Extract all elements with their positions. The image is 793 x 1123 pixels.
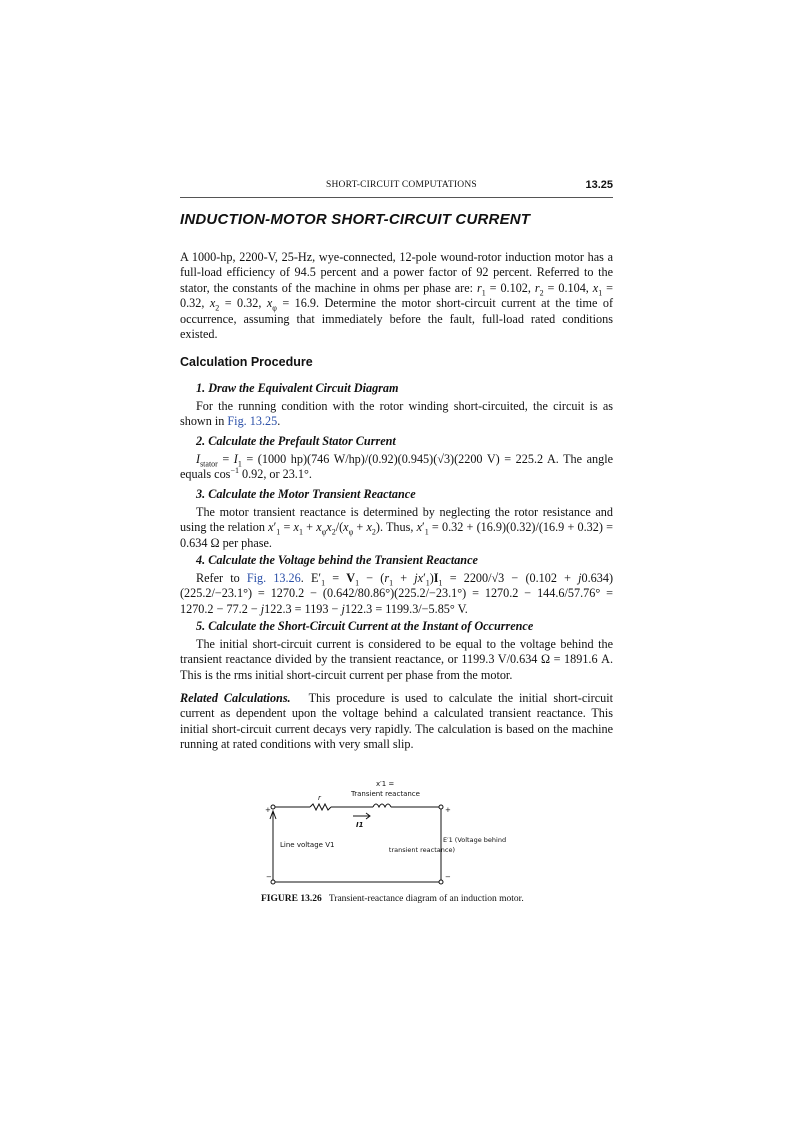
step-5-text: The initial short-circuit current is considered to be equal to the voltage behind the transient reactance divided by the transient reactance, or 1199.3 V/0.634 Ω = 1891.6 A. This is the rms initial short-circuit current per phase from the motor. (180, 637, 613, 682)
label-emf-2: transient reactance) (388, 846, 455, 854)
terminal-bottom-right (439, 880, 443, 884)
header-rule (180, 197, 613, 198)
caption-label: FIGURE 13.26 (261, 894, 322, 904)
terminal-top-right (439, 805, 443, 809)
label-minus-left: − (266, 873, 272, 881)
problem-statement: A 1000-hp, 2200-V, 25-Hz, wye-connected, 12-pole wound-rotor induction motor has a full-load efficiency of 94.5 percent and a power factor of 92 percent. Referred to the stator, the constants of the machine in ohms per phase are: $r_1 = 0.102$, $r_2 = 0.104$, $x_1 = 0.32$, $x_2 = 0.32$, $x_\varphi = 16.9$. Determine the motor short-circuit current at the time of occurrence, assuming that immediately before the fault, full-load rated conditions existed. (180, 250, 614, 342)
inductor-symbol (373, 804, 391, 807)
fig-13-26-link[interactable]: Fig. 13.26 (246, 571, 301, 585)
step-3-text: The motor transient reactance is determined by neglecting the rotor resistance and using the relation $x'_1 = x_1 + x_\varphi x_2/(x_\varphi + x_2)$. Thus, $x'_1 = 0.32 + (16.9)(0.32)/(16.9 + 0.32) = 0.634$ Ω per phase. (180, 505, 613, 550)
step-1-text: For the running condition with the rotor winding short-circuited, the circuit is as shown in Fig. 13.25. (180, 399, 613, 429)
terminal-top-left (271, 805, 275, 809)
label-emf: E′1 (Voltage behind (443, 836, 507, 844)
step-2-text: $I_{stator} = I_1 = (1000$ hp)(746 W/hp)/(0.92)(0.945)(√3)(2200 V) = 225.2 A. The angle equals $\cos^{-1} 0.92$, or 23.1°. (180, 452, 613, 482)
running-title: SHORT-CIRCUIT COMPUTATIONS (326, 180, 477, 190)
label-current: I1 (356, 821, 364, 829)
figure-caption (261, 894, 524, 904)
related-label: Related Calculations. (180, 691, 291, 705)
resistor-symbol (310, 804, 331, 810)
calculation-procedure-heading: Calculation Procedure (180, 355, 313, 369)
step-3-title: 3. Calculate the Motor Transient Reactance (196, 487, 416, 501)
step-2-title: 2. Calculate the Prefault Stator Current (196, 434, 396, 448)
label-plus-left: + (265, 806, 271, 814)
related-text: This procedure is used to calculate the initial short-circuit current as dependent upon the voltage behind a calculated transient reactance. This initial short-circuit current decays very rapidly. The calculation is based on the machine running at rated conditions with very small slip. (180, 691, 613, 752)
step-5-title: 5. Calculate the Short-Circuit Current at the Instant of Occurrence (196, 619, 534, 633)
step-4-text: Refer to Fig. 13.26. $E'_1 = V_1 - (r_1 + jx'_1)I_1 = 2200/√3 - (0.102 + j0.634)(225.2/-23.1^\circ) = 1270.2 - (0.642/80.86^\circ)(225.2/-23.1^\circ) = 1270.2 - 144.6/57.76^\circ = 1270.2 - 77.2 - j122.3 = 1193 - j122.3 = 1199.3/-5.85^\circ$ V. (180, 571, 613, 616)
label-line-voltage: Line voltage V1 (280, 841, 335, 849)
step-4-title: 4. Calculate the Voltage behind the Transient Reactance (196, 553, 478, 567)
label-r: r (318, 794, 321, 802)
label-plus-right: + (445, 806, 451, 814)
transient-reactance-diagram (263, 775, 507, 895)
caption-text: Transient-reactance diagram of an induction motor. (328, 894, 524, 904)
label-minus-right: − (445, 873, 451, 881)
label-transient-reactance: Transient reactance (351, 790, 420, 798)
section-title: INDUCTION-MOTOR SHORT-CIRCUIT CURRENT (180, 211, 531, 228)
running-head (180, 180, 613, 194)
related-calculations (180, 691, 613, 753)
page-number: 13.25 (585, 179, 613, 191)
label-x1-prime: x′1 = (376, 780, 395, 788)
fig-13-25-link[interactable]: Fig. 13.25 (227, 414, 278, 429)
step-1-title: 1. Draw the Equivalent Circuit Diagram (196, 381, 399, 395)
